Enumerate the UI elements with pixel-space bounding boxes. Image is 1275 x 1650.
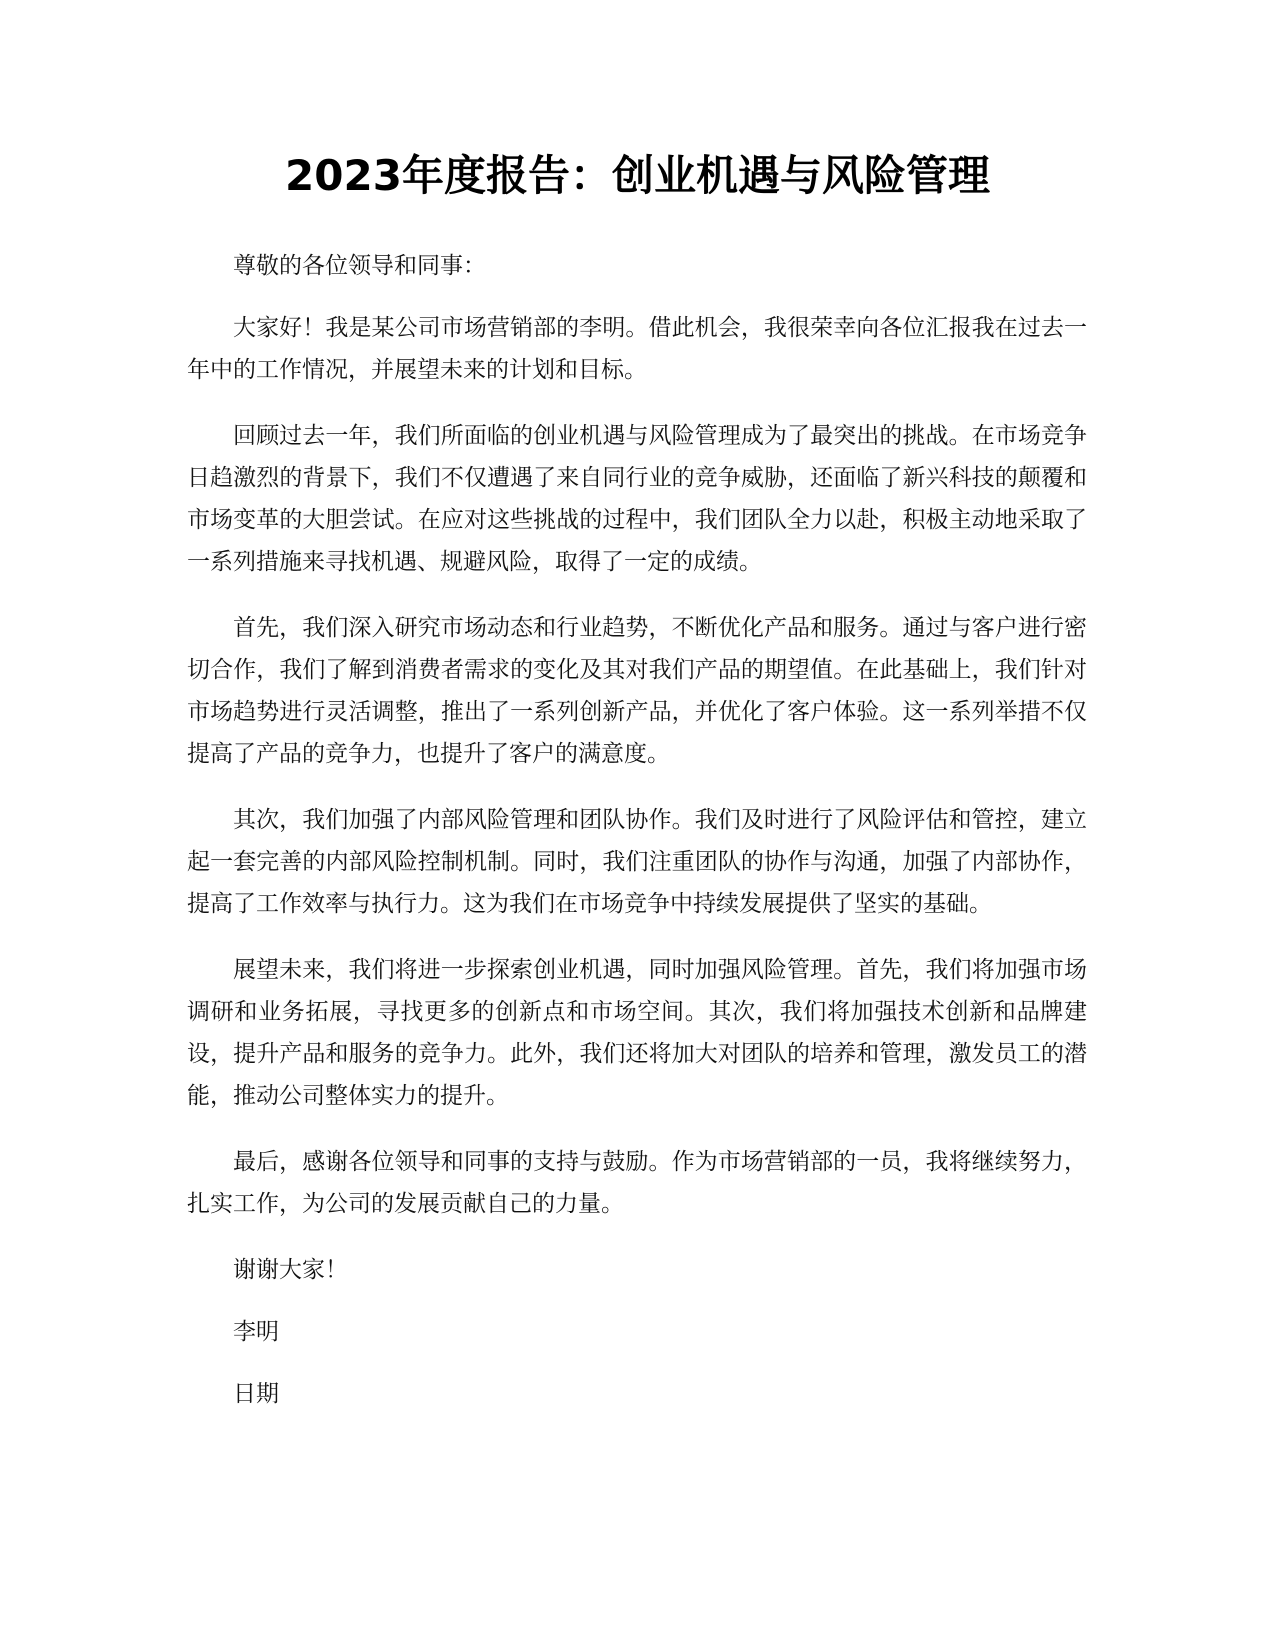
paragraph-review: 回顾过去一年，我们所面临的创业机遇与风险管理成为了最突出的挑战。在市场竞争日趋激烈的背景下，我们不仅遭遇了来自同行业的竞争威胁，还面临了新兴科技的颠覆和市场变革的大胆尝试。在应对这些挑战的过程中，我们团队全力以赴，积极主动地采取了一系列措施来寻找机遇、规避风险，取得了一定的成绩。 bbox=[187, 423, 1087, 575]
closing-line: 谢谢大家！ bbox=[233, 1257, 348, 1283]
document-title: 2023年度报告：创业机遇与风险管理 bbox=[285, 151, 990, 200]
paragraph-first: 首先，我们深入研究市场动态和行业趋势，不断优化产品和服务。通过与客户进行密切合作，我们了解到消费者需求的变化及其对我们产品的期望值。在此基础上，我们针对市场趋势进行灵活调整，推出了一系列创新产品，并优化了客户体验。这一系列举措不仅提高了产品的竞争力，也提升了客户的满意度。 bbox=[187, 615, 1087, 767]
paragraph-intro: 大家好！我是某公司市场营销部的李明。借此机会，我很荣幸向各位汇报我在过去一年中的工作情况，并展望未来的计划和目标。 bbox=[187, 315, 1087, 383]
paragraph-thanks: 最后，感谢各位领导和同事的支持与鼓励。作为市场营销部的一员，我将继续努力，扎实工作，为公司的发展贡献自己的力量。 bbox=[187, 1149, 1087, 1217]
paragraph-second: 其次，我们加强了内部风险管理和团队协作。我们及时进行了风险评估和管控，建立起一套完善的内部风险控制机制。同时，我们注重团队的协作与沟通，加强了内部协作，提高了工作效率与执行力。这为我们在市场竞争中持续发展提供了坚实的基础。 bbox=[187, 807, 1087, 917]
signature: 李明 bbox=[233, 1319, 279, 1345]
date-label: 日期 bbox=[233, 1381, 279, 1407]
salutation: 尊敬的各位领导和同事： bbox=[233, 253, 486, 279]
document-body bbox=[187, 245, 1087, 1435]
paragraph-outlook: 展望未来，我们将进一步探索创业机遇，同时加强风险管理。首先，我们将加强市场调研和业务拓展，寻找更多的创新点和市场空间。其次，我们将加强技术创新和品牌建设，提升产品和服务的竞争力。此外，我们还将加大对团队的培养和管理，激发员工的潜能，推动公司整体实力的提升。 bbox=[187, 957, 1087, 1109]
